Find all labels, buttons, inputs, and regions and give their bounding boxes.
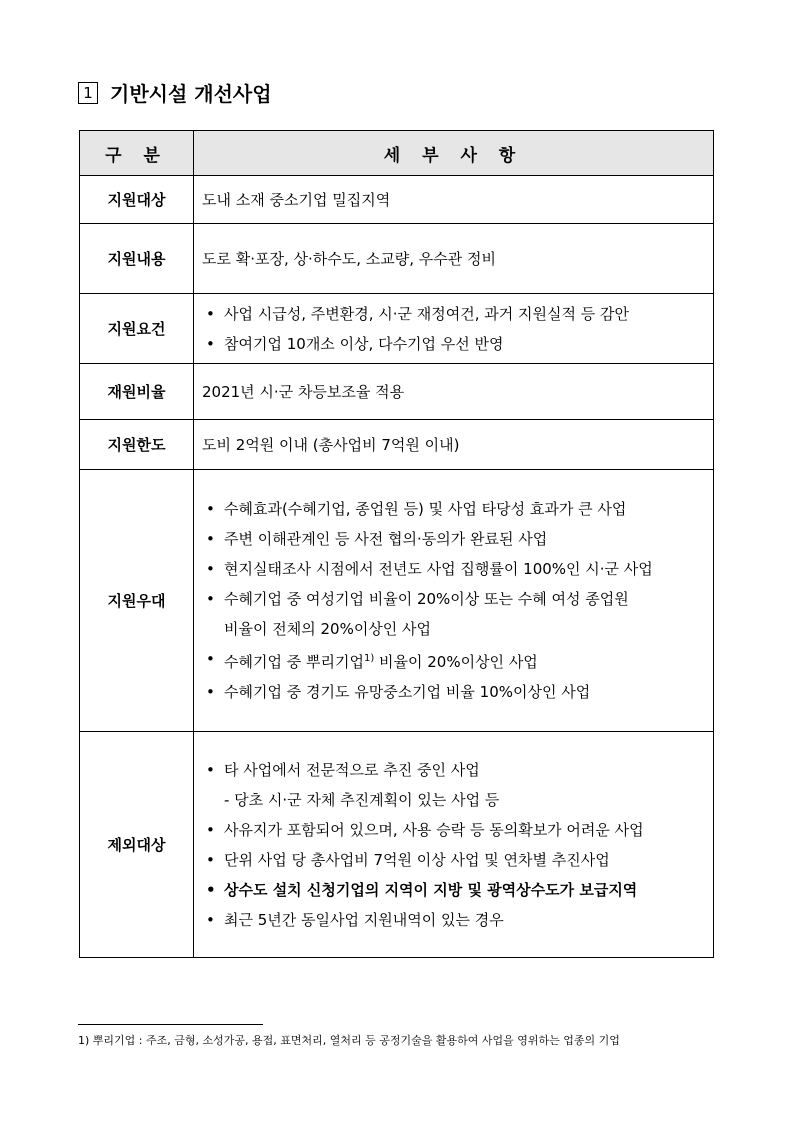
table-header-row — [80, 131, 714, 176]
list-item-text: 비율이 20%이상인 사업 — [379, 653, 538, 671]
table-row — [80, 420, 714, 470]
list-subitem: - 당초 시·군 자체 추진계획이 있는 사업 등 — [224, 790, 500, 809]
list-item: • 타 사업에서 전문적으로 추진 중인 사업 — [202, 755, 713, 785]
list-item: • 수혜효과(수혜기업, 종업원 등) 및 사업 타당성 효과가 큰 사업 — [202, 494, 713, 524]
list-item: • 주변 이해관계인 등 사전 협의·동의가 완료된 사업 — [202, 524, 713, 554]
footnote-ref[interactable]: 1) — [363, 653, 375, 664]
list-item: • 사유지가 포함되어 있으며, 사용 승락 등 동의확보가 어려운 사업 — [202, 815, 713, 845]
row-content — [194, 294, 714, 364]
list-item-bold: • 상수도 설치 신청기업의 지역이 지방 및 광역상수도가 보급지역 — [202, 875, 713, 905]
list-item-text: 수혜기업 중 뿌리기업 — [224, 653, 364, 671]
footnote-divider — [78, 1024, 263, 1025]
row-content — [194, 470, 714, 732]
header-details: 세 부 사 항 — [194, 131, 714, 176]
list-item: • 수혜기업 중 여성기업 비율이 20%이상 또는 수혜 여성 종업원 — [202, 584, 713, 614]
row-label: 지원요건 — [80, 294, 194, 364]
table-row — [80, 176, 714, 224]
list-item: • 사업 시급성, 주변환경, 시·군 재정여건, 과거 지원실적 등 감안 — [202, 299, 713, 329]
section-number: 1 — [78, 82, 98, 104]
row-label: 지원우대 — [80, 470, 194, 732]
support-table — [79, 130, 714, 958]
list-item: • 현지실태조사 시점에서 전년도 사업 집행률이 100%인 시·군 사업 — [202, 554, 713, 584]
footnote: 1) 뿌리기업 : 주조, 금형, 소성가공, 용접, 표면처리, 열처리 등 공정기술을 활용하여 사업을 영위하는 업종의 기업 — [78, 1034, 620, 1047]
list-item: • 단위 사업 당 총사업비 7억원 이상 사업 및 연차별 추진사업 — [202, 845, 713, 875]
row-label: 제외대상 — [80, 732, 194, 958]
list-item-continuation: 비율이 전체의 20%이상인 사업 — [224, 620, 432, 638]
row-label: 지원내용 — [80, 224, 194, 294]
section-title — [78, 78, 272, 107]
table-row — [80, 294, 714, 364]
list-item: • 참여기업 10개소 이상, 다수기업 우선 반영 — [202, 329, 713, 359]
row-content: 2021년 시·군 차등보조율 적용 — [194, 364, 714, 420]
row-label: 지원한도 — [80, 420, 194, 470]
table-row — [80, 224, 714, 294]
list-item: • 수혜기업 중 경기도 유망중소기업 비율 10%이상인 사업 — [202, 677, 713, 707]
row-content: 도로 확·포장, 상·하수도, 소교량, 우수관 정비 — [194, 224, 714, 294]
row-content — [194, 732, 714, 958]
row-content: 도내 소재 중소기업 밀집지역 — [194, 176, 714, 224]
list-item — [202, 644, 713, 677]
row-label: 재원비율 — [80, 364, 194, 420]
section-title-text: 기반시설 개선사업 — [110, 82, 272, 106]
table-row — [80, 470, 714, 732]
list-item: • 최근 5년간 동일사업 지원내역이 있는 경우 — [202, 905, 713, 935]
table-row — [80, 364, 714, 420]
header-category: 구 분 — [80, 131, 194, 176]
row-label: 지원대상 — [80, 176, 194, 224]
table-row — [80, 732, 714, 958]
row-content: 도비 2억원 이내 (총사업비 7억원 이내) — [194, 420, 714, 470]
